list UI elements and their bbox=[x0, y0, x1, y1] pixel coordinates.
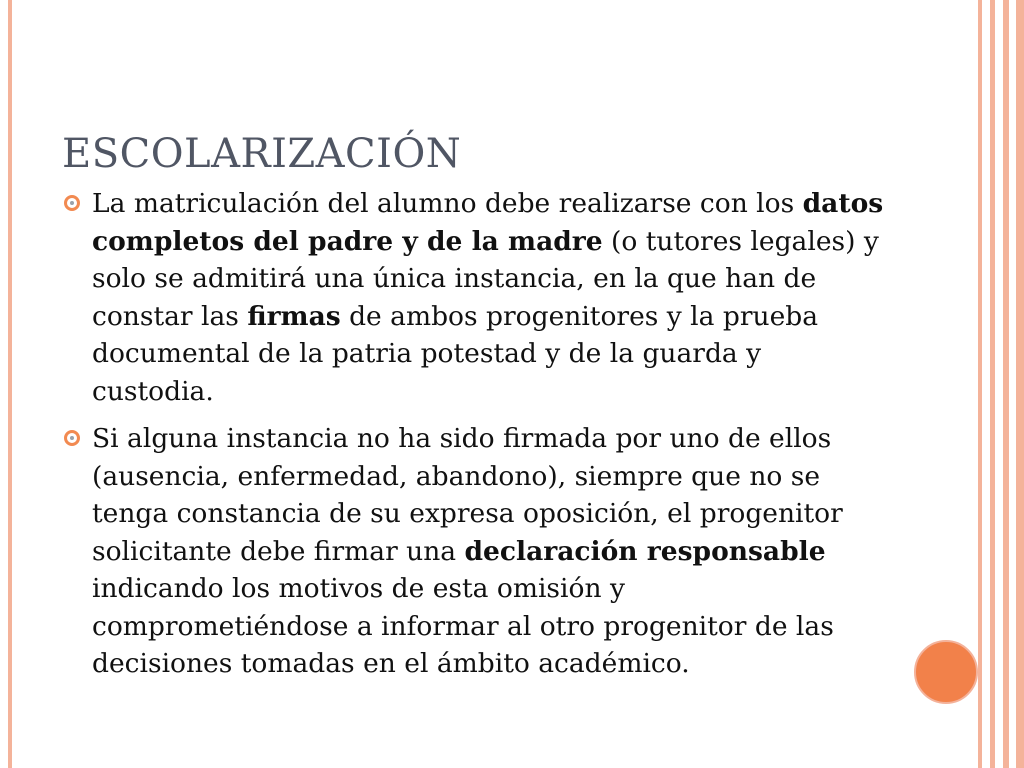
slide-title: ESCOLARIZACIÓN bbox=[62, 130, 462, 177]
bullet-item-2 bbox=[64, 420, 884, 683]
bullet-text: Si alguna instancia no ha sido firmada por uno de ellos (ausencia, enfermedad, abandono), siempre que no se tenga constancia de su expresa oposición, el progenitor solicitante debe firmar una bbox=[92, 423, 843, 567]
right-border-line-1 bbox=[978, 0, 982, 768]
bullet-item-1 bbox=[64, 185, 884, 410]
left-border-line bbox=[8, 0, 12, 768]
ring-bullet-icon bbox=[64, 430, 80, 446]
bullet-bold-text: firmas bbox=[247, 300, 341, 332]
right-border-line-4 bbox=[1016, 0, 1024, 768]
bullet-text: de ambos progenitores y la prueba documental de la patria potestad y de la guarda y custodia. bbox=[92, 300, 819, 407]
bullet-bold-text: declaración responsable bbox=[464, 535, 826, 567]
decorative-circle-icon bbox=[914, 640, 978, 704]
bullet-text: (o tutores legales) y solo se admitirá una única instancia, en la que han de constar las bbox=[92, 225, 879, 332]
bullet-list bbox=[64, 185, 884, 693]
bullet-text: indicando los motivos de esta omisión y comprometiéndose a informar al otro progenitor de las decisiones tomadas en el ámbito académico. bbox=[92, 573, 834, 679]
bullet-text: La matriculación del alumno debe realizarse con los bbox=[92, 188, 803, 219]
right-border-line-3 bbox=[1003, 0, 1009, 768]
right-border-line-2 bbox=[990, 0, 995, 768]
ring-bullet-icon bbox=[64, 195, 80, 211]
bullet-bold-text: datos completos del padre y de la madre bbox=[92, 188, 884, 257]
